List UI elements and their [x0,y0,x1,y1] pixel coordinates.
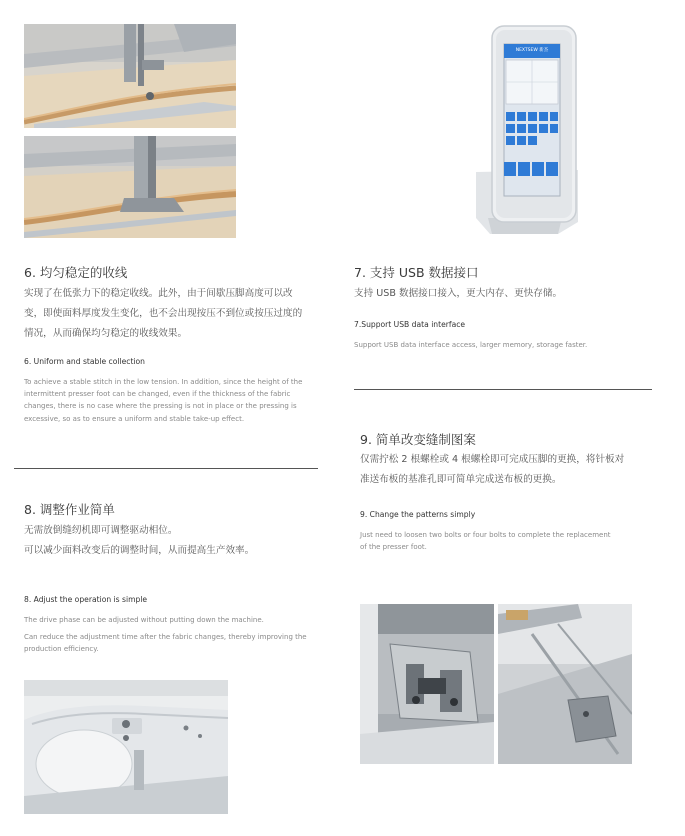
section6-body-zh-line: 实现了在低张力下的稳定收线。此外，由于间歇压脚高度可以改 [24,288,293,299]
machine-head-photo [24,680,228,814]
section6-body-en-line: To achieve a stable stitch in the low tension. In addition, since the height of the [24,378,303,386]
section7-title-en: 7.Support USB data interface [354,320,466,329]
section6-body-en-line: excessive, so as to ensure a uniform and stable take-up effect. [24,414,245,423]
section8-body-en [24,614,334,656]
section6-body-zh-line: 情况，从而确保均匀稳定的收线效果。 [24,328,188,339]
section8-body-zh-line: 可以减少面料改变后的调整时间，从而提高生产效率。 [24,545,255,556]
section6-title-en: 6. Uniform and stable collection [24,357,145,366]
section6-body-zh-line: 变，即使面料厚度发生变化，也不会出现按压不到位或按压过度的 [24,308,303,319]
section6-body-en-line: intermittent presser foot can be changed, even if the thickness of the fabric [24,390,291,399]
section6-body-en [24,376,334,425]
touch-panel-device-photo [466,22,584,236]
section9-body-zh-line: 仅需拧松 2 根螺栓或 4 根螺栓即可完成压脚的更换，将针板对 [360,454,625,465]
section8-body-zh [24,521,334,561]
section8-body-en-line: Can reduce the adjustment time after the fabric changes, thereby improving the [24,633,307,642]
section8-title-en: 8. Adjust the operation is simple [24,595,148,604]
section9-title-en: 9. Change the patterns simply [360,510,476,519]
presser-foot-photo [360,604,494,764]
sewing-foot-photo-2 [24,136,236,238]
feed-plate-photo [498,604,632,764]
device-brand-label: NEXTSEW 新杰 [515,48,549,53]
sewing-foot-photo-1 [24,24,236,128]
section8-body-zh-line: 无需放倒缝纫机即可调整驱动相位。 [24,525,178,536]
section7-title-zh: 7. 支持 USB 数据接口 [354,265,479,280]
section9-body-zh [360,450,660,490]
section6-body-zh [24,284,334,344]
section6-title-zh: 6. 均匀稳定的收线 [24,265,128,280]
section9-body-en [360,529,660,553]
section6-body-en-line: changes, there is no case where the pressing is not in place or the pressing is [24,402,297,411]
section7-body-zh: 支持 USB 数据接口接入，更大内存、更快存储。 [354,288,563,299]
section8-body-en-line: production efficiency. [24,645,99,654]
section8-title-zh: 8. 调整作业简单 [24,502,115,517]
section9-body-zh-line: 准送布板的基准孔即可简单完成送布板的更换。 [360,474,562,485]
section7-body-en: Support USB data interface access, larger memory, storage faster. [354,341,588,349]
divider-right-1 [354,389,652,390]
section8-body-en-line: The drive phase can be adjusted without putting down the machine. [24,616,264,624]
section9-title-zh: 9. 简单改变缝制图案 [360,432,476,447]
section9-body-en-line: Just need to loosen two bolts or four bolts to complete the replacement [360,531,611,539]
section9-body-en-line: of the presser foot. [360,543,427,552]
divider-left-1 [14,468,318,469]
